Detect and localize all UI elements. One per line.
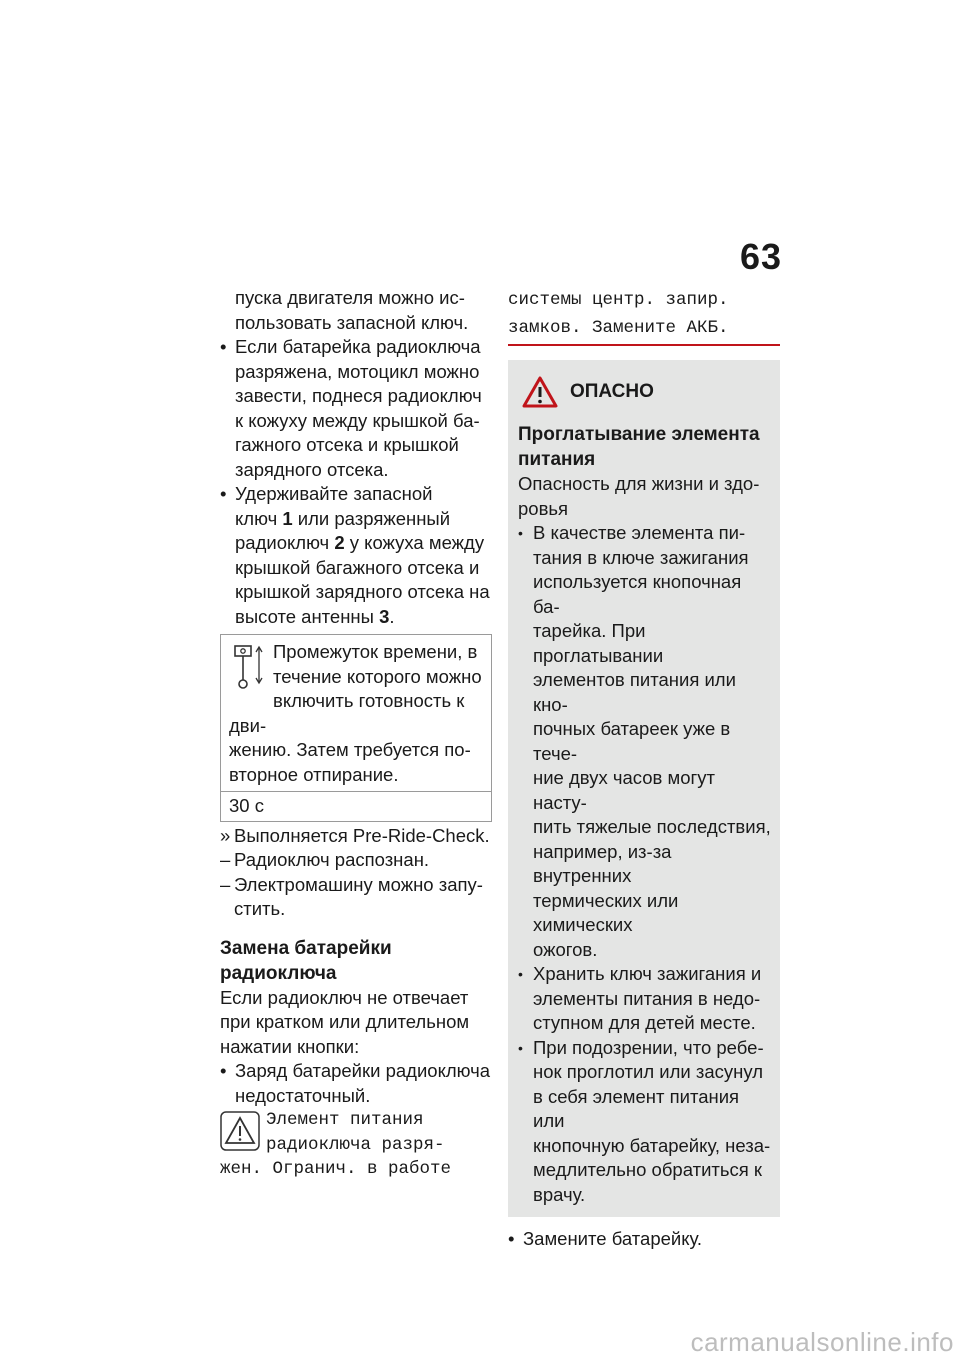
timer-value: 30 с: [221, 791, 491, 821]
ref-number: 2: [334, 532, 345, 553]
danger-warning-icon: [522, 376, 558, 408]
bullet-hold-key: • Удерживайте запасной ключ 1 или разряженный радиоключ 2 у кожуха между крышкой багажного отсека и крышкой зарядного отсека на высоте антенны 3.: [220, 483, 490, 627]
footer-watermark: carmanualsonline.info: [690, 1327, 954, 1357]
sub-result: – Радиоключ распознан.: [220, 848, 492, 873]
danger-title: Проглатывание элемента питания: [518, 424, 760, 470]
danger-box: [508, 360, 780, 1217]
danger-header: [518, 374, 772, 410]
ref-number: 1: [282, 507, 293, 529]
bullet-dot: •: [220, 483, 227, 504]
ref-number: 3: [379, 605, 390, 627]
section-title: Замена батарейки радиоключа: [220, 937, 392, 984]
danger-rule: [508, 344, 780, 346]
dash-icon: –: [220, 849, 231, 870]
danger-item: • При подозрении, что ребе- нок проглотил или засунул в себя элемент питания или кнопочную батарейку, неза- медлительно обратиться к врачу.: [518, 1036, 771, 1205]
danger-item: • В качестве элемента пи- тания в ключе зажигания используется кнопочная ба- тарейка. При проглатывании элементов питания или кно- почных батареек уже в тече- ние двух часов могут насту- пить тяжелые последствия, например, из-за внутренних термических или химических ожогов.: [518, 522, 771, 960]
bullet-dot: •: [518, 525, 523, 541]
section-body: Если радиоключ не отвечает при кратком или длительном нажатии кнопки:: [220, 986, 470, 1057]
bullet-replace-battery: • Замените батарейку.: [508, 1227, 780, 1252]
page-number: 63: [740, 236, 783, 277]
bullet-dot: •: [220, 336, 227, 357]
danger-description: Опасность для жизни и здо- ровья: [518, 473, 760, 519]
danger-label: ОПАСНО: [570, 380, 654, 402]
bullet-dot: •: [518, 1039, 523, 1056]
left-column: [220, 286, 492, 1182]
timer-box: Промежуток времени, в течение которого можно включить готовность к дви- жению. Затем требуется по- вторное отпирание. 30 с: [220, 634, 492, 822]
bullet-dot: •: [508, 1228, 515, 1249]
dash-icon: –: [220, 873, 231, 895]
bullet-battery-low: • Если батарейка радиоключа разряжена, мотоцикл можно завести, поднеся радиоключ к кожуху между крышкой ба- гажного отсека и крышкой зарядного отсека.: [220, 336, 482, 480]
result-line: » Выполняется Pre-Ride-Check.: [220, 824, 492, 849]
result-arrow-icon: »: [220, 824, 231, 846]
warning-triangle-icon: [220, 1111, 260, 1151]
bullet-dot: •: [220, 1060, 227, 1081]
sub-result: – Электромашину можно запу- стить.: [220, 873, 483, 919]
right-column: [508, 286, 780, 1252]
bullet-dot: •: [518, 966, 523, 982]
stopwatch-icon: [229, 642, 267, 692]
bullet-charge-low: • Заряд батарейки радиоключа недостаточный.: [220, 1060, 491, 1106]
display-message-cont: системы центр. запир. замков. Замените АКБ.: [508, 290, 729, 338]
display-message: Элемент питания радиоключа разря- жен. Огранич. в работе: [220, 1110, 452, 1179]
danger-item: • Хранить ключ зажигания и элементы питания в недо- ступном для детей месте.: [518, 963, 762, 1033]
intro-text: пуска двигателя можно ис- пользовать запасной ключ.: [235, 287, 469, 333]
